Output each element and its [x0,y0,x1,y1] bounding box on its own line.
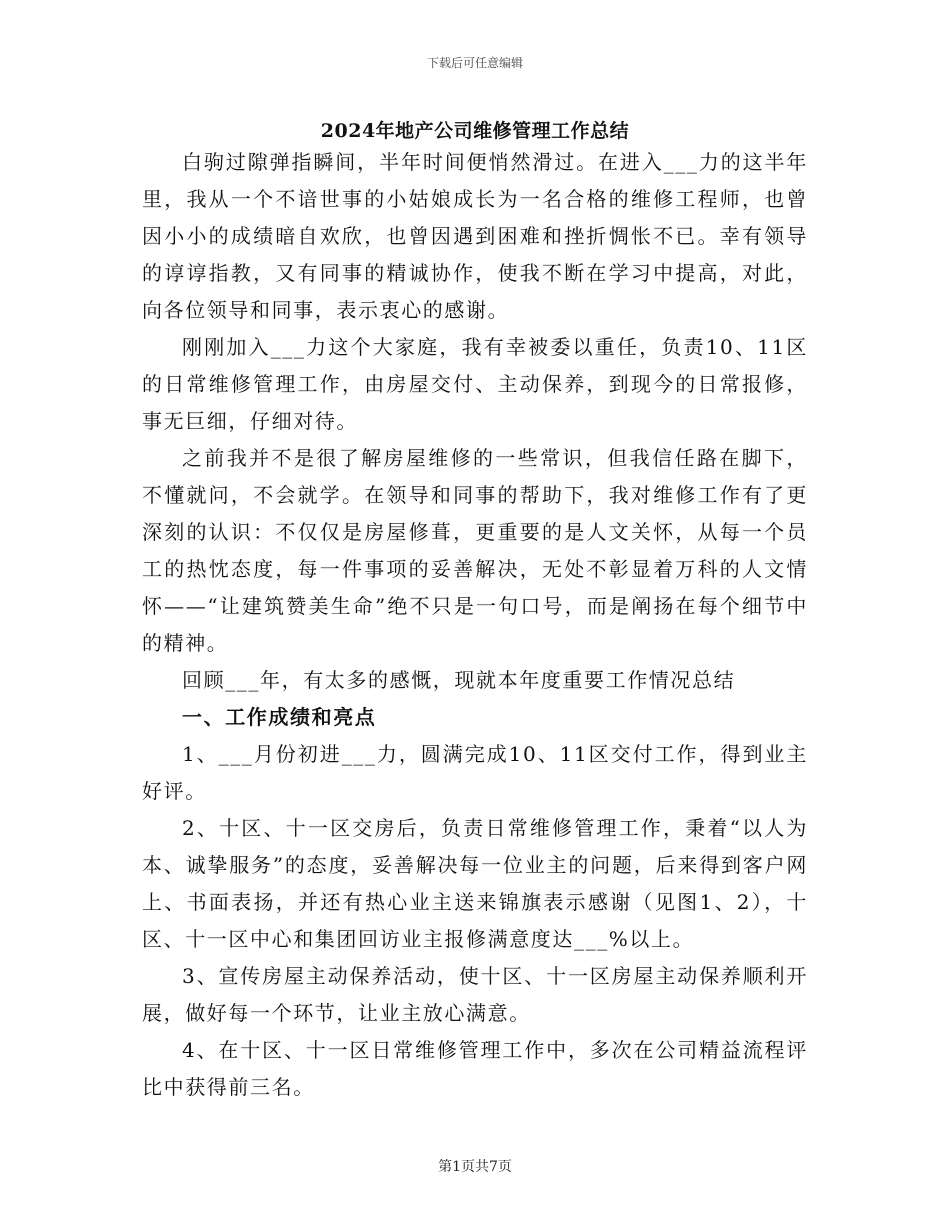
paragraph-intro: 白驹过隙弹指瞬间，半年时间便悄然滑过。在进入___力的这半年里，我从一个不谙世事的小姑娘成长为一名合格的维修工程师，也曾因小小的成绩暗自欢欣，也曾因遇到困难和挫折惆怅不已。幸有领导的谆谆指教，又有同事的精诚协作，使我不断在学习中提高，对此，向各位领导和同事，表示衷心的感谢。 [142,150,808,322]
page-number: 第1页共7页 [438,1159,512,1175]
list-item-achievement-4: 4、在十区、十一区日常维修管理工作中，多次在公司精益流程评比中获得前三名。 [142,1038,808,1099]
list-item-achievement-2: 2、十区、十一区交房后，负责日常维修管理工作，秉着“以人为本、诚挚服务”的态度，妥善解决每一位业主的问题，后来得到客户网上、书面表扬，并还有热心业主送来锦旗表示感谢（见图1、2），十区、十一区中心和集团回访业主报修满意度达___%以上。 [142,816,808,951]
paragraph-learning: 之前我并不是很了解房屋维修的一些常识，但我信任路在脚下，不懂就问，不会就学。在领导和同事的帮助下，我对维修工作有了更深刻的认识：不仅仅是房屋修葺，更重要的是人文关怀，从每一个员工的热忱态度，每一件事项的妥善解决，无处不彰显着万科的人文情怀——“让建筑赞美生命”绝不只是一句口号，而是阐扬在每个细节中的精神。 [142,446,808,655]
page-header: 下载后可任意编辑 [426,56,523,70]
paragraph-joining: 刚刚加入___力这个大家庭，我有幸被委以重任，负责10、11区的日常维修管理工作，由房屋交付、主动保养，到现今的日常报修，事无巨细，仔细对待。 [142,335,808,433]
list-item-achievement-1: 1、___月份初进___力，圆满完成10、11区交付工作，得到业主好评。 [142,742,808,803]
document-body [142,144,808,1106]
document-title: 2024年地产公司维修管理工作总结 [320,120,630,142]
list-item-achievement-3: 3、宣传房屋主动保养活动，使十区、十一区房屋主动保养顺利开展，做好每一个环节，让业主放心满意。 [142,964,808,1025]
section-heading-achievements: 一、工作成绩和亮点 [182,705,377,729]
paragraph-review: 回顾___年，有太多的感慨，现就本年度重要工作情况总结 [182,668,736,692]
